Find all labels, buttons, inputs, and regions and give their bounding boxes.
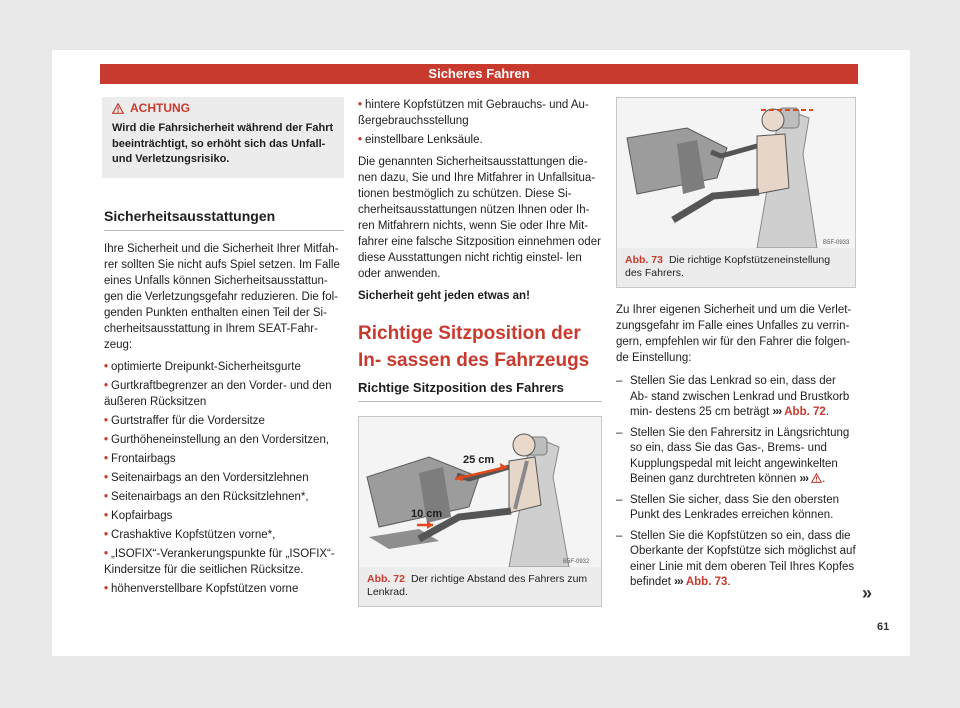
bullet-icon: • — [104, 414, 109, 427]
bullet-icon: • — [104, 433, 109, 446]
list-item: • Gurtstraffer für die Vordersitze — [104, 414, 265, 427]
figure-caption-text: Die richtige Kopfstützeneinstellung des Fahrers. — [625, 254, 831, 279]
instruction-step: – Stellen Sie den Fahrersitz in Längsrichtung so ein, dass Sie das Gas-, Brems- und Kupplungspedal mit leicht angewinkelten Beinen ganz durchtreten können ››› . — [616, 426, 850, 485]
bullet-icon: • — [104, 360, 109, 373]
list-item: • Frontairbags — [104, 452, 176, 465]
safety-list — [104, 359, 344, 597]
figure-link-72[interactable]: Abb. 72 — [784, 406, 826, 418]
warning-triangle-icon — [112, 103, 124, 114]
list-item: • einstellbare Lenksäule. — [358, 134, 483, 146]
dash-marker: – — [616, 426, 623, 439]
figure-number: Abb. 72 — [367, 573, 405, 585]
instruction-steps — [616, 374, 856, 591]
bullet-icon: • — [104, 582, 109, 595]
label-10cm: 10 cm — [411, 508, 443, 520]
bullet-icon: • — [104, 509, 109, 522]
figure-73 — [616, 97, 856, 288]
warning-text: Wird die Fahrsicherheit während der Fahrt beeinträchtigt, so erhöht sich das Unfall- und Verletzungsrisiko. — [112, 122, 334, 165]
list-item: • Gurthöheneinstellung an den Vordersitzen, — [104, 433, 330, 446]
list-item: • Crashaktive Kopfstützen vorne*, — [104, 528, 276, 541]
column-left — [104, 97, 344, 600]
bullet-icon: • — [104, 471, 109, 484]
column-right — [616, 97, 856, 596]
list-item: • Kopfairbags — [104, 509, 173, 522]
column-middle — [358, 97, 602, 607]
figure-number: Abb. 73 — [625, 254, 663, 266]
bullet-icon: • — [104, 528, 109, 541]
figure-caption — [359, 567, 601, 606]
safety-intro: Ihre Sicherheit und die Sicherheit Ihrer Mitfah- rer sollten Sie nicht aufs Spiel setzen. Im Falle eines Unfalls können Sicherheitsausstattun- gen die Verletzungsgefahr reduzieren. Die fol- genden Punkten enthalten einen Teil der Si- cherheitsausstattung in Ihrem SEAT-Fahr- zeug: — [104, 242, 340, 351]
instruction-step: – Stellen Sie das Lenkrad so ein, dass der Ab- stand zwischen Lenkrad und Brustkorb min- destens 25 cm beträgt ››› Abb. 72. — [616, 375, 850, 418]
section-heading-safety: Sicherheitsausstattungen — [104, 208, 344, 231]
figure-code: B5F-0932 — [563, 559, 590, 565]
arrow-ref-icon: ››› — [799, 473, 808, 485]
figure-caption — [617, 248, 855, 287]
figure-link-73[interactable]: Abb. 73 — [685, 576, 728, 588]
label-25cm: 25 cm — [463, 454, 495, 466]
list-item: • Gurtkraftbegrenzer an den Vorder- und den äußeren Rücksitzen — [104, 379, 332, 408]
subheading-driver-position: Richtige Sitzposition des Fahrers — [358, 380, 602, 402]
bullet-icon: • — [358, 134, 363, 146]
safety-list-continued — [358, 97, 602, 148]
instruction-step: – Stellen Sie sicher, dass Sie den obersten Punkt des Lenkrades erreichen können. — [616, 493, 840, 521]
figure-code: B5F-0933 — [823, 240, 850, 246]
safety-paragraph: Die genannten Sicherheitsausstattungen die- nen dazu, Sie und Ihre Mitfahrer in Unfallsitua- tionen bestmöglich zu schützen. Diese Si- cherheitsausstattungen nützen Ihnen oder Ih- ren Mitfahrern nichts, wenn Sie oder Ihre Mit- fahrer eine falsche Sitzposition einnehmen oder diese Ausstattungen nicht richtig einstel- len oder anwenden. — [358, 156, 601, 280]
page-number: 61 — [877, 621, 890, 633]
bullet-icon: • — [104, 452, 109, 465]
bullet-icon: • — [104, 379, 109, 392]
safety-slogan: Sicherheit geht jeden etwas an! — [358, 290, 530, 302]
warning-title: ACHTUNG — [130, 101, 190, 115]
bullet-icon: • — [104, 490, 109, 503]
page-header: Sicheres Fahren — [100, 64, 858, 84]
bullet-icon: • — [358, 99, 363, 111]
list-item: • Seitenairbags an den Rücksitzlehnen*, — [104, 490, 309, 503]
instructions-intro: Zu Ihrer eigenen Sicherheit und um die Verlet- zungsgefahr im Falle eines Unfalles zu verrin- gern, empfehlen wir für den Fahrer die folgen- de Einstellung: — [616, 304, 852, 364]
list-item: • Seitenairbags an den Vordersitzlehnen — [104, 471, 309, 484]
headrest-illustration — [617, 98, 855, 248]
list-item: • höhenverstellbare Kopfstützen vorne — [104, 582, 299, 595]
figure-caption-text: Der richtige Abstand des Fahrers zum Lenkrad. — [367, 573, 588, 598]
figure-72 — [358, 416, 602, 607]
bullet-icon: • — [104, 547, 109, 560]
continue-marker: » — [862, 583, 873, 603]
dash-marker: – — [616, 493, 623, 506]
warning-box — [102, 97, 344, 178]
instruction-step: – Stellen Sie die Kopfstützen so ein, dass die Oberkante der Kopfstütze sich möglichst auf einer Linie mit dem oberen Teil Ihres Kopfes befindet ››› Abb. 73. — [616, 529, 856, 588]
list-item: • „ISOFIX“-Verankerungspunkte für „ISOFIX“- Kindersitze für die seitlichen Rücksitze. — [104, 547, 335, 576]
chapter-heading: Richtige Sitzposition der In- sassen des Fahrzeugs — [358, 323, 590, 371]
list-item: • hintere Kopfstützen mit Gebrauchs- und Au- ßergebrauchsstellung — [358, 99, 589, 127]
arrow-ref-icon: ››› — [674, 576, 683, 588]
dash-marker: – — [616, 375, 623, 387]
arrow-ref-icon: ››› — [772, 406, 782, 418]
list-item: • optimierte Dreipunkt-Sicherheitsgurte — [104, 360, 301, 373]
warning-link-icon[interactable] — [811, 473, 822, 485]
warning-heading — [112, 101, 336, 115]
dash-marker: – — [616, 529, 623, 542]
driver-distance-illustration — [359, 417, 601, 567]
